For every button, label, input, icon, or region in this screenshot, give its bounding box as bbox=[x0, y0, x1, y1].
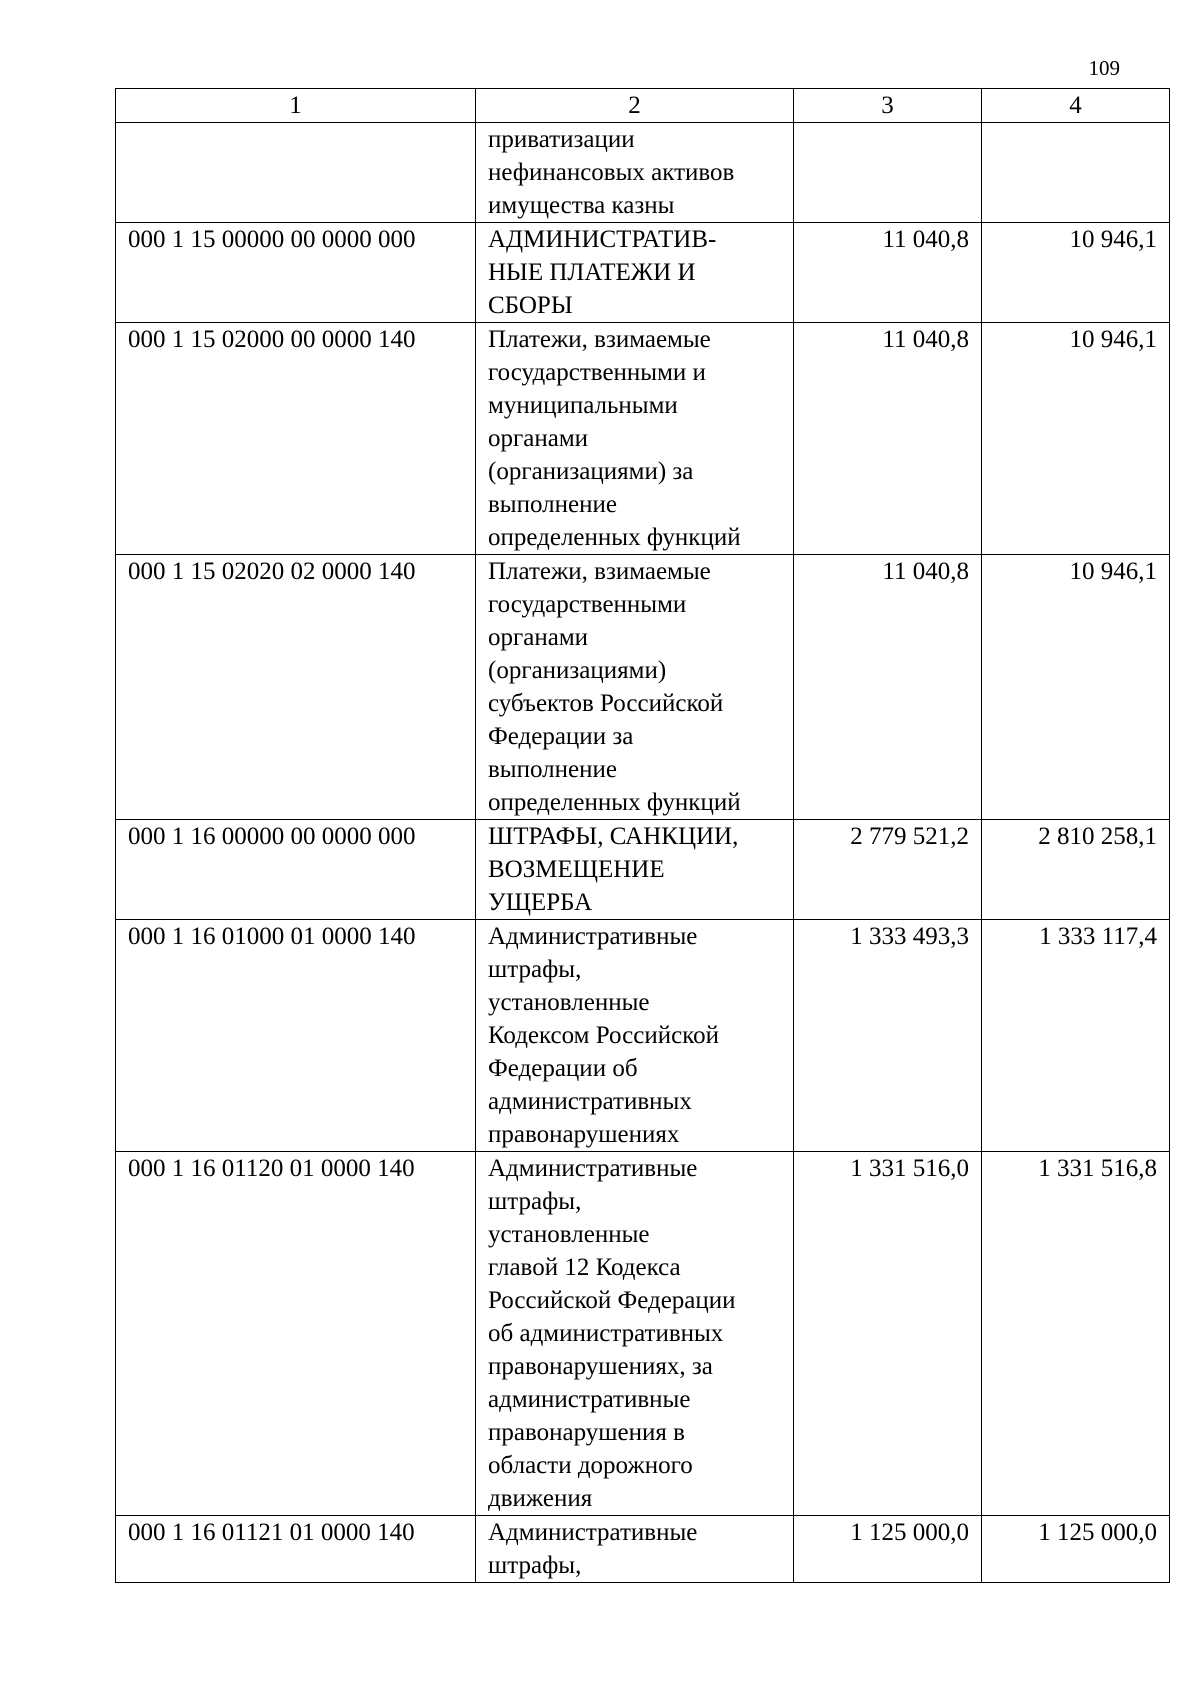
column-header-2: 2 bbox=[476, 89, 794, 123]
value-column-4-cell: 2 810 258,1 bbox=[982, 820, 1170, 920]
budget-code-cell: 000 1 16 01000 01 0000 140 bbox=[116, 920, 476, 1152]
table-row bbox=[116, 820, 1170, 920]
value-column-3-cell: 1 333 493,3 bbox=[794, 920, 982, 1152]
budget-code-cell: 000 1 15 02020 02 0000 140 bbox=[116, 555, 476, 820]
item-name-cell: Административные штрафы, установленные Кодексом Российской Федерации об административных правонарушениях bbox=[476, 920, 794, 1152]
value-column-4-cell: 10 946,1 bbox=[982, 555, 1170, 820]
value-column-4-cell: 1 331 516,8 bbox=[982, 1152, 1170, 1516]
value-column-4-cell bbox=[982, 123, 1170, 223]
item-name-cell: Административные штрафы, bbox=[476, 1516, 794, 1583]
value-column-3-cell: 2 779 521,2 bbox=[794, 820, 982, 920]
item-name-cell: Административные штрафы, установленные главой 12 Кодекса Российской Федерации об административных правонарушениях, за административные правонарушения в области дорожного движения bbox=[476, 1152, 794, 1516]
column-header-4: 4 bbox=[982, 89, 1170, 123]
item-name-cell: Платежи, взимаемые государственными органами (организациями) субъектов Российской Федерации за выполнение определенных функций bbox=[476, 555, 794, 820]
value-column-3-cell bbox=[794, 123, 982, 223]
table-row bbox=[116, 1152, 1170, 1516]
budget-code-cell bbox=[116, 123, 476, 223]
table-row bbox=[116, 223, 1170, 323]
budget-table bbox=[115, 88, 1170, 1583]
value-column-4-cell: 1 125 000,0 bbox=[982, 1516, 1170, 1583]
budget-code-cell: 000 1 16 01120 01 0000 140 bbox=[116, 1152, 476, 1516]
budget-code-cell: 000 1 15 02000 00 0000 140 bbox=[116, 323, 476, 555]
item-name-cell: ШТРАФЫ, САНКЦИИ, ВОЗМЕЩЕНИЕ УЩЕРБА bbox=[476, 820, 794, 920]
budget-code-cell: 000 1 15 00000 00 0000 000 bbox=[116, 223, 476, 323]
value-column-3-cell: 1 125 000,0 bbox=[794, 1516, 982, 1583]
item-name-cell: приватизации нефинансовых активов имущества казны bbox=[476, 123, 794, 223]
budget-code-cell: 000 1 16 00000 00 0000 000 bbox=[116, 820, 476, 920]
column-header-3: 3 bbox=[794, 89, 982, 123]
column-header-1: 1 bbox=[116, 89, 476, 123]
value-column-4-cell: 10 946,1 bbox=[982, 223, 1170, 323]
table-row bbox=[116, 555, 1170, 820]
value-column-3-cell: 11 040,8 bbox=[794, 555, 982, 820]
table-row bbox=[116, 323, 1170, 555]
value-column-3-cell: 1 331 516,0 bbox=[794, 1152, 982, 1516]
value-column-3-cell: 11 040,8 bbox=[794, 323, 982, 555]
table-header-row bbox=[116, 89, 1170, 123]
value-column-4-cell: 1 333 117,4 bbox=[982, 920, 1170, 1152]
item-name-cell: АДМИНИСТРАТИВ- НЫЕ ПЛАТЕЖИ И СБОРЫ bbox=[476, 223, 794, 323]
table-row bbox=[116, 920, 1170, 1152]
item-name-cell: Платежи, взимаемые государственными и муниципальными органами (организациями) за выполнение определенных функций bbox=[476, 323, 794, 555]
budget-code-cell: 000 1 16 01121 01 0000 140 bbox=[116, 1516, 476, 1583]
value-column-4-cell: 10 946,1 bbox=[982, 323, 1170, 555]
table-row bbox=[116, 123, 1170, 223]
page-number: 109 bbox=[1088, 56, 1120, 80]
value-column-3-cell: 11 040,8 bbox=[794, 223, 982, 323]
table-row bbox=[116, 1516, 1170, 1583]
